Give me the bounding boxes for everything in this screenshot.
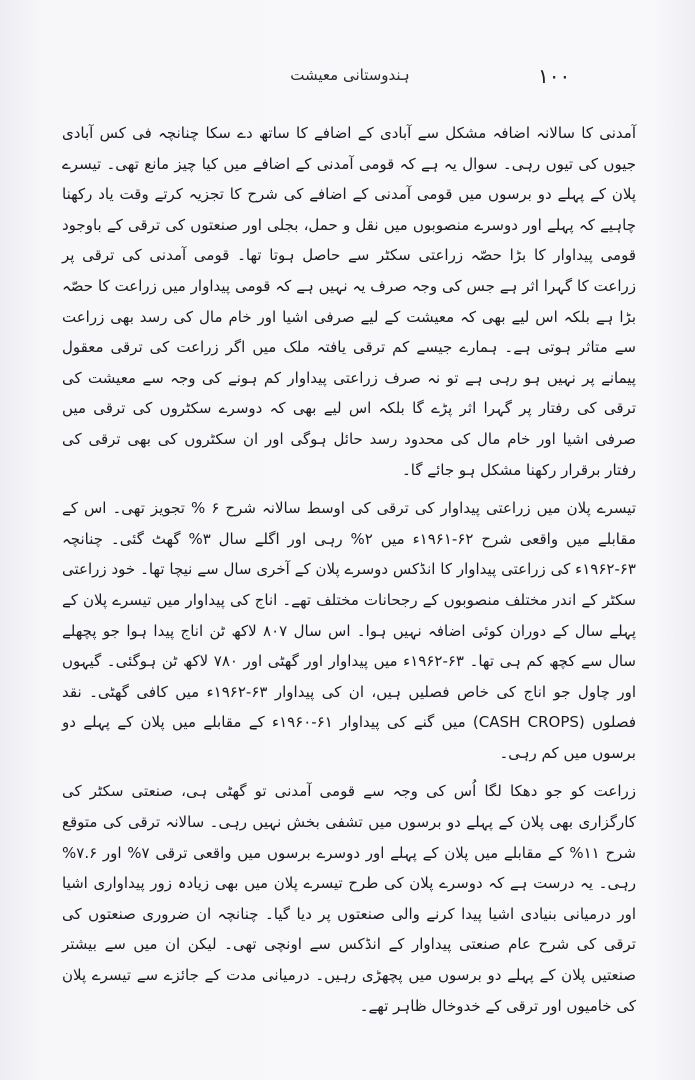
page-number: ۱۰۰: [538, 64, 571, 88]
paragraph: زراعت کو جو دھکا لگا اُس کی وجہ سے قومی آمدنی تو گھٹی ہی، صنعتی سکٹر کی کارگزاری بھی پلان کے پہلے دو برسوں میں تشفی بخش نہیں رہی۔ سالانہ ترقی کی متوقع شرح ۱۱% کے مقابلے میں پلان کے پہلے اور دوسرے برسوں میں واقعی ترقی ۷% اور ۷.۶% رہی۔ یہ درست ہے کہ دوسرے پلان کی طرح تیسرے پلان میں بھی زیادہ زور پیداواری اشیا اور درمیانی بنیادی اشیا پیدا کرنے والی صنعتوں پر دیا گیا۔ چنانچہ ان ضروری صنعتوں کی ترقی کی شرح عام صنعتی پیداوار کے انڈکس سے اونچی تھی۔ لیکن ان میں سے بیشتر صنعتیں پلان کے پہلے دو برسوں میں پچھڑی رہیں۔ درمیانی مدت کے جائزے سے تیسرے پلان کی خامیوں اور ترقی کے خدوخال ظاہر تھے۔: [62, 782, 636, 1015]
paragraph: تیسرے پلان میں زراعتی پیداوار کی ترقی کی اوسط سالانہ شرح ۶ % تجویز تھی۔ اس کے مقابلے میں واقعی شرح ۶۲-۱۹۶۱ء میں ۲% رہی اور اگلے سال ۳% گھٹ گئی۔ چنانچہ ۶۳-۱۹۶۲ء کی زراعتی پیداوار کا انڈکس دوسرے پلان کے آخری سال سے نیچا تھا۔ خود زراعتی سکٹر کے اندر مختلف منصوبوں کے رجحانات مختلف تھے۔ اناج کی پیداوار میں تیسرے پلان کے پہلے سال کے دوران کوئی اضافہ نہیں ہوا۔ اس سال ۸۰۷ لاکھ ٹن اناج پیدا ہوا جو پچھلے سال سے کچھ کم ہی تھا۔ ۶۳-۱۹۶۲ء میں پیداوار اور گھٹی اور ۷۸۰ لاکھ ٹن ہوگئی۔ گیہوں اور چاول جو اناج کی خاص فصلیں ہیں، ان کی پیداوار ۶۳-۱۹۶۲ء میں کافی گھٹی۔ نقد فصلوں (CASH CROPS) میں گنے کی پیداوار ۶۱-۱۹۶۰ء کے مقابلے میں پلان کے پہلے دو برسوں میں کم رہی۔: [62, 499, 637, 762]
page-header: [0, 64, 695, 94]
paragraph: آمدنی کا سالانہ اضافہ مشکل سے آبادی کے اضافے کا ساتھ دے سکا چنانچہ فی کس آبادی جیوں کی تیوں رہی۔ سوال یہ ہے کہ قومی آمدنی کے اضافے میں کیا چیز مانع تھی۔ تیسرے پلان کے پہلے دو برسوں میں قومی آمدنی کے اضافے کی شرح کا تجزیہ کرتے وقت یاد رکھنا چاہیے کہ پہلے اور دوسرے منصوبوں میں نقل و حمل، بجلی اور صنعتوں کی ترقی کے باوجود قومی پیداوار کا بڑا حصّہ زراعتی سکٹر سے حاصل ہوتا تھا۔ قومی آمدنی کی ترقی پر زراعت کا گہرا اثر ہے جس کی وجہ صرف یہ نہیں ہے کہ قومی پیداوار میں زراعت کا حصّہ بڑا ہے بلکہ اس لیے بھی کہ معیشت کے لیے صرفی اشیا اور خام مال کی رسد بھی زراعت سے متاثر ہوتی ہے۔ ہمارے جیسے کم ترقی یافتہ ملک میں اگر زراعت کی ترقی معقول پیمانے پر نہیں ہو رہی ہے تو نہ صرف زراعتی پیداوار کم ہونے کی وجہ سے معیشت کی ترقی کی رفتار پر گہرا اثر پڑے گا بلکہ اس لیے بھی کہ دوسرے سکٹروں کی ترقی میں صرفی اشیا اور خام مال کی محدود رسد حائل ہوگی اور ان سکٹروں کی بھی ترقی کی رفتار برقرار رکھنا مشکل ہو جائے گا۔: [62, 124, 636, 479]
body-text: [62, 118, 636, 1021]
running-head: ہندوستانی معیشت: [290, 66, 410, 84]
